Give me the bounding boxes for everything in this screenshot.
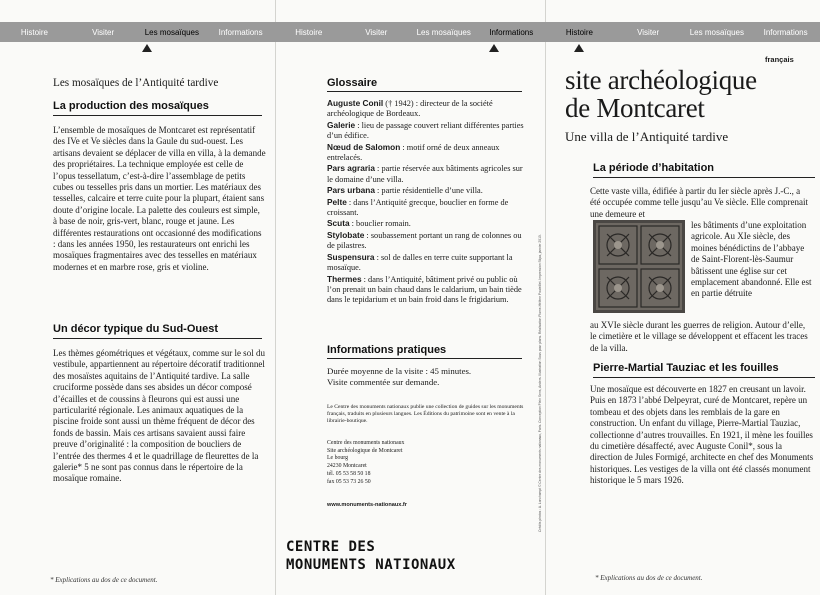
section-text — [590, 186, 812, 220]
page-title — [565, 66, 815, 122]
paragraph: les bâtiments d’une exploitation agricole. Au XIe siècle, des moines bénédictins de l’abbaye de Saint-Florent-lès-Saumur bâtissent une église sur cet emplacement abandonné. Elle est en partie détruite — [691, 220, 812, 299]
glossary-entry — [327, 274, 527, 306]
nav-visiter[interactable]: Visiter — [92, 27, 115, 37]
paragraph: Les thèmes géométriques et végétaux, comme sur le sol du vestibule, appartiennent au répertoire décoratif traditionnel des mosaïstes aquitains de l’Antiquité tardive. La salle cruciforme possède dans ses absides un décor composé d’écailles et de coussins à fleurons qui est aussi une particularité régionale. Les animaux aquatiques de la piscine froide sont aussi un thème fréquent de décor des fonds de bassin. Mais ces artisans savaient aussi faire preuve d’originalité : la composition de boucliers de l’entrée des thermes 4 et le quadrillage de fleurettes de la galerie* 5 ne sont pas connus dans le répertoire de la mosaïque romaine. — [53, 348, 265, 484]
section-text — [53, 348, 266, 485]
glossary-definition: : partie résidentielle d’une villa. — [374, 186, 483, 196]
glossary-term: Suspensura — [327, 251, 375, 262]
glossary-entry — [327, 163, 527, 185]
glossary-term: Thermes — [327, 273, 362, 284]
glossary-entry — [327, 252, 527, 274]
glossary-term: Nœud de Salomon — [327, 141, 401, 152]
section-heading: Un décor typique du Sud-Ouest — [53, 323, 219, 335]
section-heading: La période d’habitation — [593, 162, 715, 174]
glossary-definition: : dans l’Antiquité, bâtiment privé ou public où l’on prenait un bain chaud dans le caldarium, un bain tiède dans le tepidarium et un bain froid dans le frigidarium. — [327, 274, 522, 305]
section-heading: La production des mosaïques — [53, 100, 209, 112]
glossary-entry — [327, 185, 527, 196]
section-header — [327, 77, 522, 92]
page-title: Les mosaïques de l’Antiquité tardive — [53, 77, 219, 89]
paragraph: Une mosaïque est découverte en 1827 en creusant un lavoir. Puis en 1873 l’abbé Delpeyrat, curé de Montcaret, repère un tombeau et des objets dans les remblais de la gare en construction. Un enfant du village, Pierre-Martial Tauziac, collectionne d’autres trouvailles. En 1921, il mène les fouilles du cimetière désaffecté, avec Auguste Conil*, sous la direction de Jules Formigé, architecte en chef des Monuments historiques. Les vestiges de la villa ont été classés monument historique le 5 mars 1926. — [590, 384, 814, 486]
nav-histoire[interactable]: Histoire — [565, 27, 593, 37]
section-text-wrap — [691, 220, 813, 300]
glossary-list — [327, 98, 527, 306]
info-line: Visite commentée sur demande. — [327, 377, 440, 387]
glossary-entry — [327, 98, 527, 120]
nav-mosaiques[interactable]: Les mosaïques — [416, 27, 471, 37]
glossary-definition: : bouclier romain. — [349, 219, 411, 229]
glossary-term: Pars agraria — [327, 163, 375, 174]
title-line: site archéologique — [565, 65, 757, 95]
section-heading: Pierre-Martial Tauziac et les fouilles — [593, 362, 779, 374]
glossary-heading: Glossaire — [327, 77, 378, 89]
glossary-entry — [327, 230, 527, 252]
paragraph: L’ensemble de mosaïques de Montcaret est représentatif des IVe et Ve siècles dans la Gaule du sud-ouest. Les artisans devaient se déplacer de villa en villa, à la demande des propriétaires. La technique employée est celle de l’opus tessellatum, c’est-à-dire l’assemblage de petits cubes ou tesselles pris dans un mortier. Les matériaux des tesselles, calcaire et terre cuite pour la plupart, étaient sans doute d’origine locale. La palette des couleurs est simple, à base de noir, gris-vert, blanc, rouge et jaune. Les différentes restaurations ont occasionné des modifications : dans les années 1950, les restaurateurs ont enrichi les mosaïques fragmentaires avec des tesselles en matériaux modernes et en marbre rose, gris et violine. — [53, 125, 266, 272]
panel-informations — [275, 0, 545, 595]
title-line: de Montcaret — [565, 93, 705, 123]
glossary-entry — [327, 120, 527, 142]
section-header — [53, 100, 262, 116]
publications-note: Le Centre des monuments nationaux publie une collection de guides sur les monuments français, traduits en plusieurs langues. Les Éditions du patrimoine sont en vente à la librairie-boutique. — [327, 404, 524, 425]
glossary-entry — [327, 197, 527, 219]
glossary-definition: : dans l’Antiquité grecque, bouclier en forme de croissant. — [327, 197, 509, 218]
section-header — [327, 344, 522, 359]
glossary-term: Scuta — [327, 218, 350, 229]
glossary-term: Pars urbana — [327, 185, 375, 196]
nav-informations[interactable]: Informations — [763, 27, 808, 37]
cmn-logo — [286, 538, 456, 574]
address-line: 24230 Montcaret — [327, 463, 367, 470]
active-nav-triangle-icon — [574, 44, 584, 52]
address-line: tél. 05 53 58 50 18 — [327, 470, 371, 477]
info-heading: Informations pratiques — [327, 344, 447, 356]
section-header — [593, 362, 815, 378]
nav-histoire[interactable]: Histoire — [295, 27, 323, 37]
glossary-definition: : sol de dalles en terre cuite supportant la mosaïque. — [327, 252, 513, 273]
glossary-term: Stylobate — [327, 229, 365, 240]
nav-bar — [545, 22, 820, 42]
info-line: Durée moyenne de la visite : 45 minutes. — [327, 366, 472, 376]
footnote: * Explications au dos de ce document. — [595, 574, 703, 582]
address-line: Le bourg — [327, 455, 348, 462]
website-link[interactable]: www.monuments-nationaux.fr — [327, 502, 407, 508]
paragraph: Cette vaste villa, édifiée à partir du Ier siècle après J.-C., a été occupée comme telle jusqu’au Ve siècle. Elle comprenait une demeure et — [590, 186, 808, 219]
section-header — [593, 162, 815, 178]
section-text — [590, 320, 812, 354]
nav-informations[interactable]: Informations — [489, 27, 534, 37]
language-label: français — [765, 55, 794, 64]
footnote: * Explications au dos de ce document. — [50, 576, 158, 584]
address-line: Centre des monuments nationaux — [327, 440, 405, 446]
section-header — [53, 323, 262, 339]
paragraph: au XVIe siècle durant les guerres de religion. Autour d’elle, le cimetière et le village se développent et effacent les traces de la villa. — [590, 320, 808, 353]
section-text — [53, 125, 266, 273]
glossary-term: Galerie — [327, 119, 356, 130]
nav-informations[interactable]: Informations — [218, 27, 263, 37]
nav-bar — [275, 22, 545, 42]
panel-histoire — [545, 0, 820, 595]
glossary-term: Pelte — [327, 196, 347, 207]
active-nav-triangle-icon — [142, 44, 152, 52]
glossary-definition: : partie réservée aux bâtiments agricoles sur le domaine d’une villa. — [327, 164, 523, 184]
nav-mosaiques[interactable]: Les mosaïques — [689, 27, 744, 37]
address-line: Site archéologique de Montcaret — [327, 447, 403, 454]
info-text — [327, 366, 527, 388]
logo-line: MONUMENTS NATIONAUX — [286, 557, 456, 573]
vertical-credits: Crédits photos : A. Lonchampt © Centre des monuments nationaux, Paris. Conception Plein Sens, Anders. Illustration Sous pour plans. Réalisation Plume-Hélène Pouteillet. Impression Stipa, janvier 2010. — [538, 234, 542, 532]
logo-line: CENTRE DES — [286, 539, 376, 555]
glossary-entry — [327, 218, 527, 229]
page-subtitle: Une villa de l’Antiquité tardive — [565, 129, 729, 144]
glossary-definition: : lieu de passage couvert reliant différentes parties d’un édifice. — [327, 120, 524, 141]
glossary-definition: († 1942) : directeur de la société archéologique de Bordeaux. — [327, 99, 493, 119]
glossary-definition: : motif orné de deux anneaux entrelacés. — [327, 142, 500, 163]
nav-mosaiques[interactable]: Les mosaïques — [144, 27, 199, 37]
nav-visiter[interactable]: Visiter — [365, 27, 388, 37]
address-line: fax 05 53 73 26 50 — [327, 478, 371, 485]
nav-histoire[interactable]: Histoire — [20, 27, 48, 37]
glossary-entry — [327, 142, 527, 164]
nav-bar — [0, 22, 275, 42]
address-block — [327, 440, 527, 486]
active-nav-triangle-icon — [489, 44, 499, 52]
glossary-definition: : soubassement portant un rang de colonnes ou de pilastres. — [327, 230, 522, 251]
mosaic-photo — [593, 220, 685, 313]
glossary-term: Auguste Conil — [327, 98, 384, 108]
panel-mosaiques — [0, 0, 275, 595]
nav-visiter[interactable]: Visiter — [637, 27, 660, 37]
section-text — [590, 384, 814, 487]
